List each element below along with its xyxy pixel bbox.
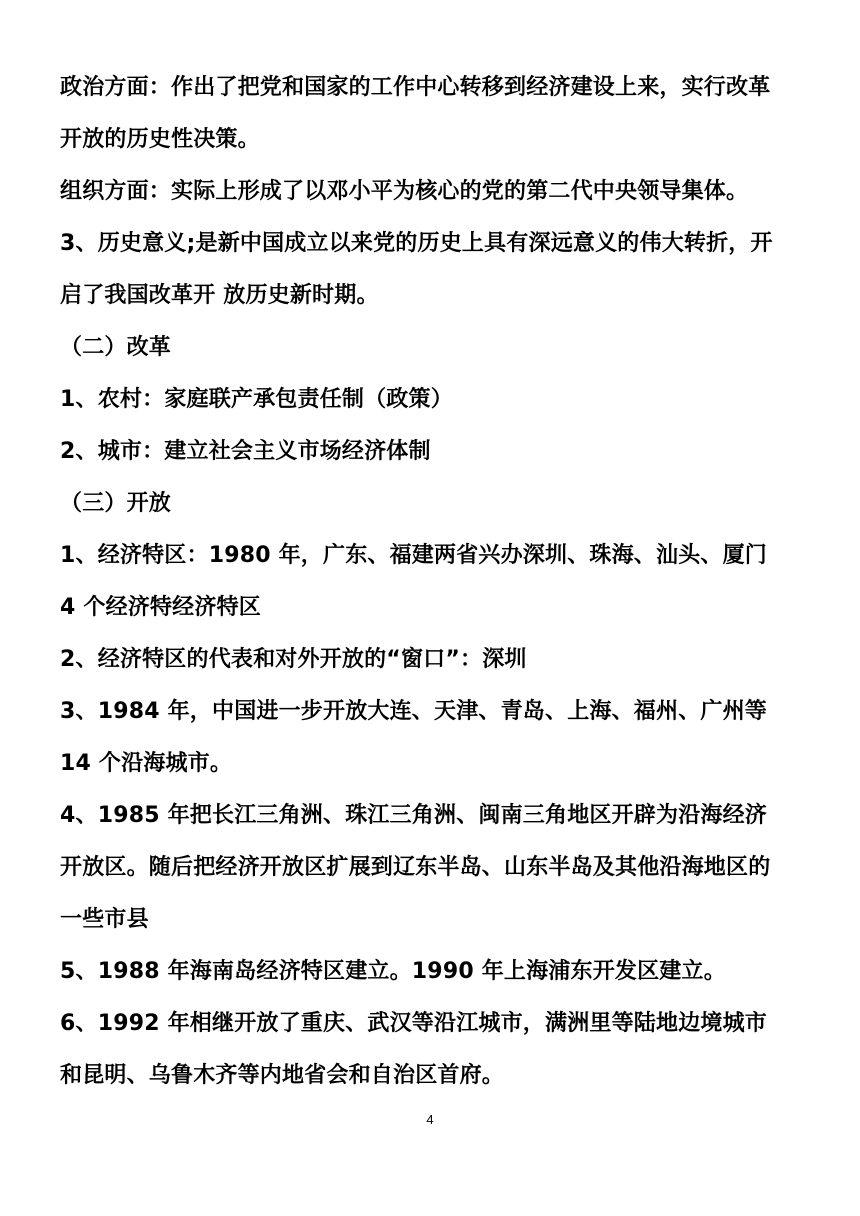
- text-line: 和昆明、乌鲁木齐等内地省会和自治区首府。: [60, 1063, 505, 1088]
- text-line: 14 个沿海城市。: [60, 751, 233, 776]
- text-line: 3、1984 年，中国进一步开放大连、天津、青岛、上海、福州、广州等: [60, 699, 767, 724]
- text-line: 1、农村：家庭联产承包责任制（政策）: [60, 387, 453, 412]
- text-line: 4、1985 年把长江三角洲、珠江三角洲、闽南三角地区开辟为沿海经济: [60, 803, 767, 828]
- text-line: 政治方面：作出了把党和国家的工作中心转移到经济建设上来，实行改革: [60, 75, 771, 100]
- text-line: 开放区。随后把经济开放区扩展到辽东半岛、山东半岛及其他沿海地区的: [60, 855, 771, 880]
- document-body: [60, 62, 805, 1102]
- text-line: 3、历史意义;是新中国成立以来党的历史上具有深远意义的伟大转折，开: [60, 231, 773, 256]
- text-line: 6、1992 年相继开放了重庆、武汉等沿江城市，满洲里等陆地边境城市: [60, 1011, 767, 1036]
- section-heading-opening: （三）开放: [60, 491, 172, 516]
- text-line: 4 个经济特经济特区: [60, 595, 261, 620]
- text-line: 启了我国改革开 放历史新时期。: [60, 283, 379, 308]
- text-line: 5、1988 年海南岛经济特区建立。1990 年上海浦东开发区建立。: [60, 959, 726, 984]
- text-line: 2、经济特区的代表和对外开放的“窗口”：深圳: [60, 647, 527, 672]
- page-number: 4: [426, 1112, 434, 1127]
- text-line: 一些市县: [60, 907, 149, 932]
- text-line: 1、经济特区：1980 年，广东、福建两省兴办深圳、珠海、汕头、厦门: [60, 543, 767, 568]
- text-line: 开放的历史性决策。: [60, 127, 260, 152]
- section-heading-reform: （二）改革: [60, 335, 172, 360]
- text-line: 组织方面：实际上形成了以邓小平为核心的党的第二代中央领导集体。: [60, 179, 749, 204]
- text-line: 2、城市：建立社会主义市场经济体制: [60, 439, 431, 464]
